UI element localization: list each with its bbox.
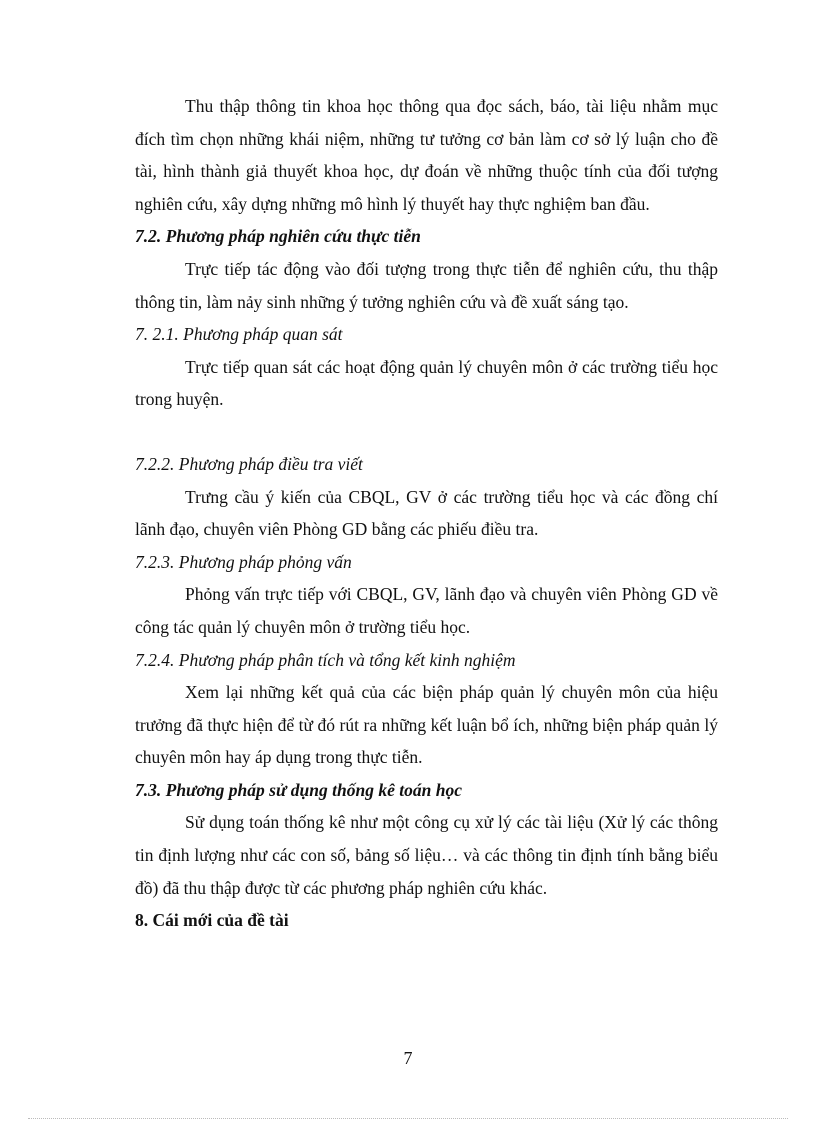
paragraph-observation: Trực tiếp quan sát các hoạt động quản lý chuyên môn ở các trường tiểu học trong huyện. [135, 356, 718, 410]
page-content [135, 90, 718, 937]
paragraph-interview: Phỏng vấn trực tiếp với CBQL, GV, lãnh đạo và chuyên viên Phòng GD về công tác quản lý chuyên môn ở trường tiểu học. [135, 584, 718, 637]
heading-7-2-4-analysis: 7.2.4. Phương pháp phân tích và tổng kết kinh nghiệm [135, 649, 516, 670]
heading-7-3-statistics: 7.3. Phương pháp sử dụng thống kê toán học [135, 779, 462, 800]
heading-7-2-1-observation: 7. 2.1. Phương pháp quan sát [135, 324, 343, 345]
blank-line [135, 416, 718, 448]
heading-7-2-practical-research: 7.2. Phương pháp nghiên cứu thực tiễn [135, 226, 421, 247]
paragraph-theory-research: Thu thập thông tin khoa học thông qua đọc sách, báo, tài liệu nhằm mục đích tìm chọn những khái niệm, những tư tưởng cơ bản làm cơ sở lý luận cho đề tài, hình thành giả thuyết khoa học, dự đoán về những thuộc tính của đối tượng nghiên cứu, xây dựng những mô hình lý thuyết hay thực nghiệm ban đầu. [135, 96, 718, 214]
heading-8-novelty: 8. Cái mới của đề tài [135, 910, 289, 931]
paragraph-statistics: Sử dụng toán thống kê như một công cụ xử lý các tài liệu (Xử lý các thông tin định lượng như các con số, bảng số liệu… và các thông tin định tính bằng biểu đồ) đã thu thập được từ các phương pháp nghiên cứu khác. [135, 812, 718, 898]
heading-7-2-2-survey: 7.2.2. Phương pháp điều tra viết [135, 453, 363, 474]
heading-7-2-3-interview: 7.2.3. Phương pháp phỏng vấn [135, 551, 352, 572]
paragraph-survey: Trưng cầu ý kiến của CBQL, GV ở các trường tiểu học và các đồng chí lãnh đạo, chuyên viên Phòng GD bằng các phiếu điều tra. [135, 486, 718, 540]
paragraph-practical-research: Trực tiếp tác động vào đối tượng trong thực tiễn để nghiên cứu, thu thập thông tin, làm nảy sinh những ý tưởng nghiên cứu và đề xuất sáng tạo. [135, 258, 718, 312]
page-bottom-divider [28, 1118, 788, 1119]
paragraph-analysis: Xem lại những kết quả của các biện pháp quản lý chuyên môn của hiệu trưởng đã thực hiện để từ đó rút ra những kết luận bổ ích, những biện pháp quản lý chuyên môn hay áp dụng trong thực tiễn. [135, 682, 718, 768]
page-number: 7 [403, 1048, 413, 1068]
